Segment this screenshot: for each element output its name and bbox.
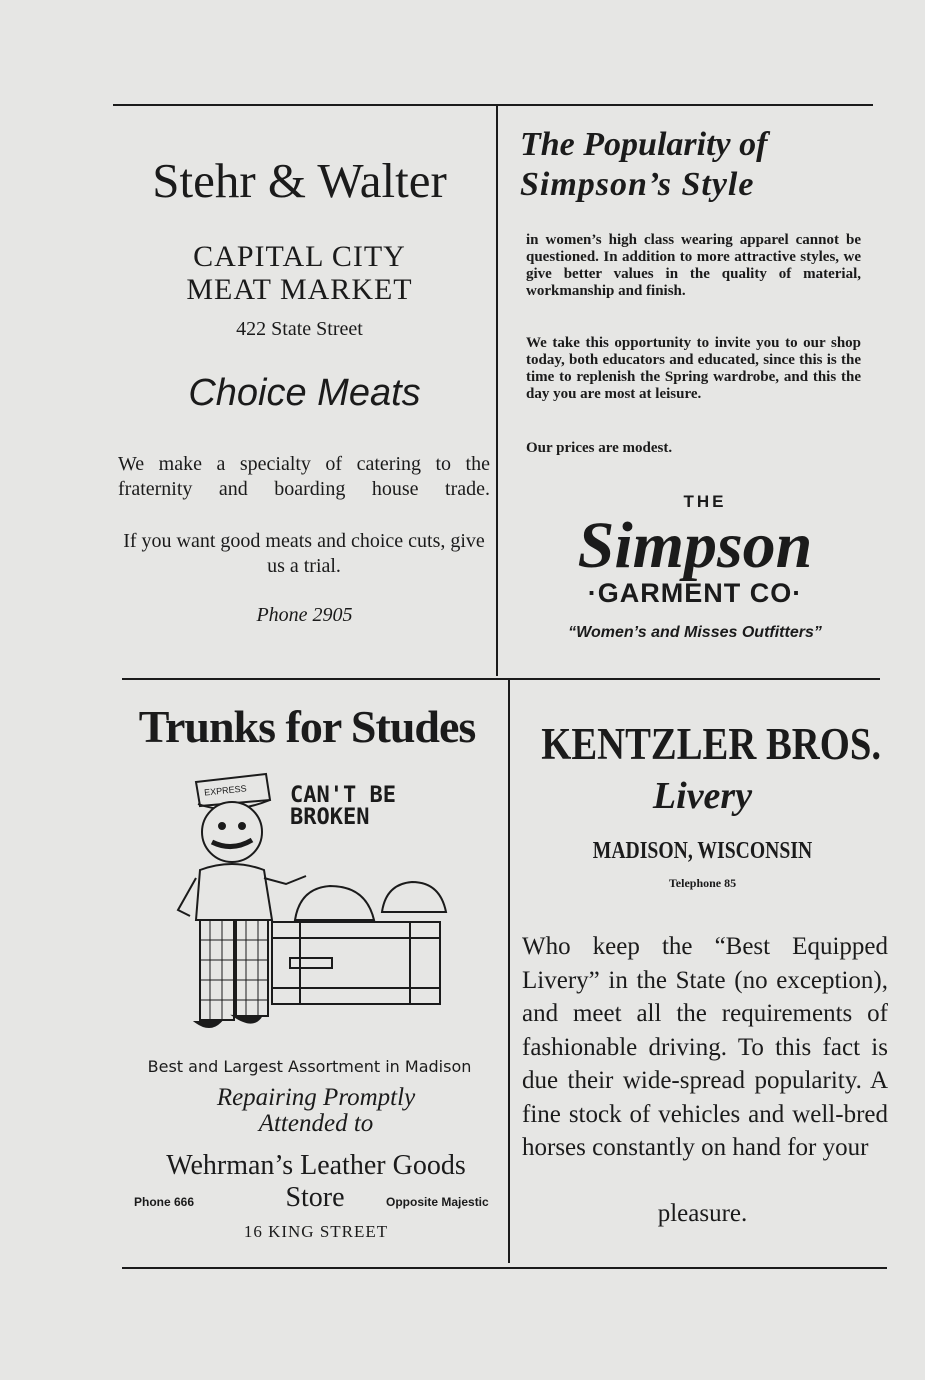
repair-line: Attended to (258, 1110, 374, 1137)
telephone: Telephone 85 (668, 876, 737, 890)
repair-line: Repairing Promptly (216, 1084, 416, 1111)
business-line: MEAT MARKET (186, 273, 413, 306)
paragraph: Our prices are modest. (526, 440, 673, 456)
logo-the: THE (683, 492, 727, 511)
top-rule (113, 104, 873, 106)
store-name: Store (285, 1182, 345, 1213)
address: 16 KING STREET (243, 1222, 389, 1241)
ad-title: Stehr & Walter (152, 153, 447, 208)
illustration-caption: CAN'T BE BROKEN (290, 783, 396, 830)
cap-label: EXPRESS (203, 783, 248, 798)
tagline: Choice Meats (188, 372, 421, 414)
paragraph: in women’s high class wearing apparel cannot be questioned. In addition to more attractive styles, we give better values in the quality of material, workmanship and finish. (526, 232, 861, 299)
logo-company: ·GARMENT CO· (587, 578, 803, 608)
middle-rule (122, 678, 880, 680)
paragraph: We make a specialty of catering to the fraternity and boarding house trade. (118, 453, 490, 500)
paragraph: If you want good meats and choice cuts, give us a trial. (123, 530, 485, 577)
logo-tagline: “Women’s and Misses Outfitters” (568, 624, 822, 641)
ad-title: Trunks for Studes (138, 701, 476, 752)
ad-title: KENTZLER BROS. (541, 719, 882, 769)
paragraph-end: pleasure. (657, 1200, 748, 1227)
phone: Phone 666 (134, 1195, 195, 1209)
assortment-line: Best and Largest Assortment in Madison (147, 1057, 472, 1076)
headline: Simpson’s Style (520, 166, 755, 203)
city: MADISON, WISCONSIN (592, 838, 813, 864)
headline: The Popularity of (520, 126, 768, 163)
bottom-rule (122, 1267, 887, 1269)
location-note: Opposite Majestic (386, 1195, 489, 1209)
paragraph: We take this opportunity to invite you to our shop today, both educators and educated, since this is the time to replenish the Spring wardrobe, and this the day you are most at leisure. (526, 335, 861, 402)
address: 422 State Street (236, 318, 363, 340)
store-name: Wehrman’s Leather Goods (166, 1150, 466, 1181)
phone: Phone 2905 (256, 604, 353, 626)
simpson-logo: Simpson (577, 509, 813, 582)
paragraph: Who keep the “Best Equipped Livery” in the State (no exception), and meet all the requirements of fashionable driving. To this fact is due their wide-spread popularity. A fine stock of vehicles and well-bred horses constantly on hand for your (522, 933, 888, 1161)
business-line: CAPITAL CITY (193, 240, 406, 273)
subtitle: Livery (652, 775, 753, 817)
